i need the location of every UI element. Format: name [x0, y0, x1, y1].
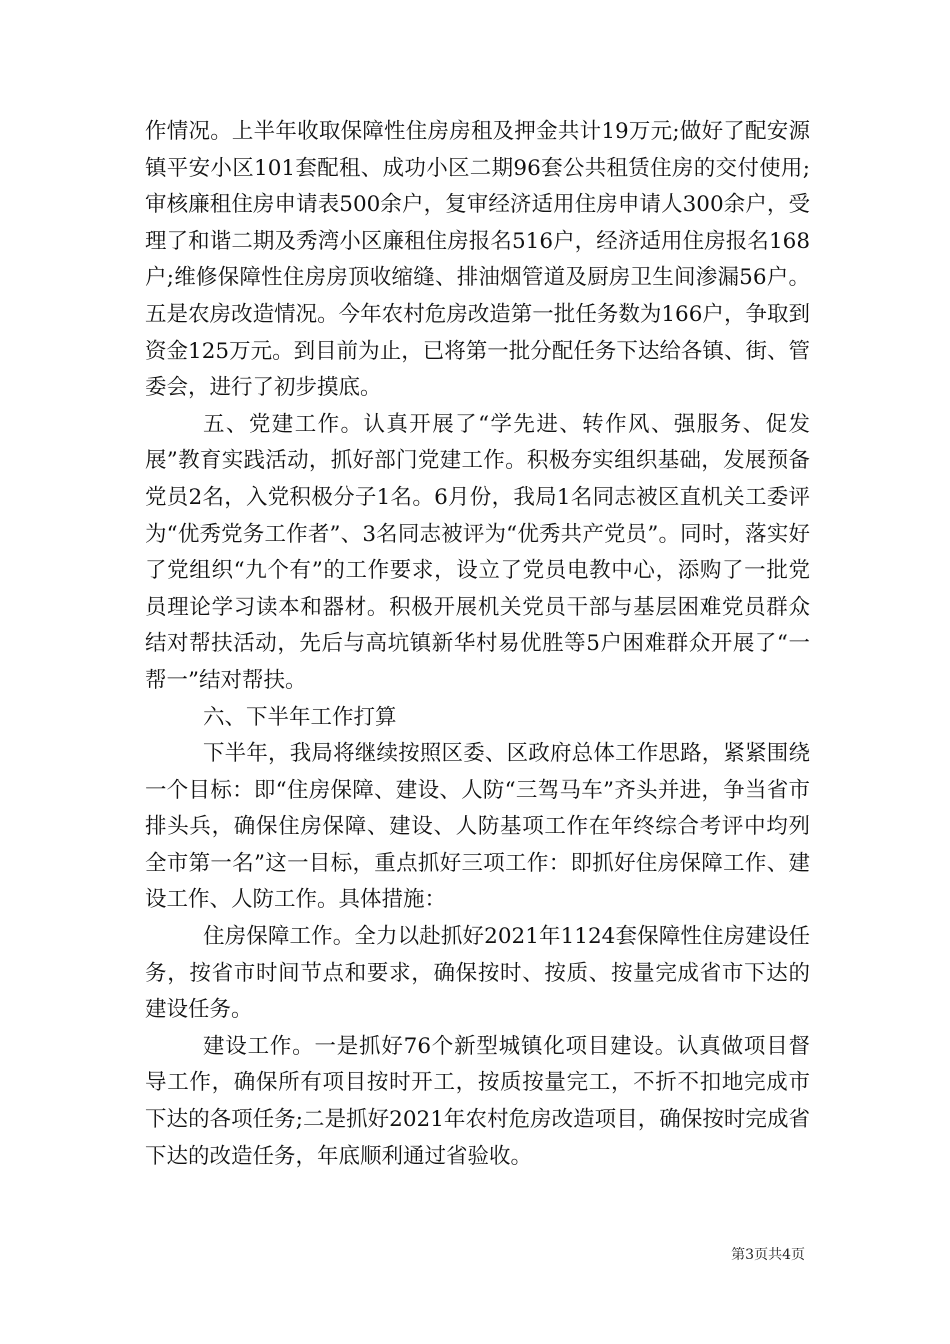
paragraph-housing-rent: 作情况。上半年收取保障性住房房租及押金共计19万元;做好了配安源镇平安小区101套配租、成功小区二期96套公共租赁住房的交付使用;审核廉租住房申请表500余户，复审经济适用住房申请人300余户，受理了和谐二期及秀湾小区廉租住房报名516户，经济适用住房报名168户;维修保障性住房房顶收缩缝、排油烟管道及厨房卫生间渗漏56户。五是农房改造情况。今年农村危房改造第一批任务数为166户，争取到资金125万元。到目前为止，已将第一批分配任务下达给各镇、街、管委会，进行了初步摸底。: [145, 119, 810, 401]
document-body: [145, 114, 810, 1175]
paragraph-party-building: 五、党建工作。认真开展了“学先进、转作风、强服务、促发展”教育实践活动，抓好部门党建工作。积极夯实组织基础，发展预备党员2名，入党积极分子1名。6月份，我局1名同志被区直机关工委评为“优秀党务工作者”、3名同志被评为“优秀共产党员”。同时，落实好了党组织“九个有”的工作要求，设立了党员电教中心，添购了一批党员理论学习读本和器材。积极开展机关党员干部与基层困难党员群众结对帮扶活动，先后与高坑镇新华村易优胜等5户困难群众开展了“一帮一”结对帮扶。: [145, 411, 810, 693]
section-heading-second-half-plan: 六、下半年工作打算: [203, 704, 397, 730]
paragraph-construction-work: 建设工作。一是抓好76个新型城镇化项目建设。认真做项目督导工作，确保所有项目按时开工，按质按量完工，不折不扣地完成市下达的各项任务;二是抓好2021年农村危房改造项目，确保按时完成省下达的改造任务，年底顺利通过省验收。: [145, 1033, 810, 1169]
paragraph-housing-security-work: 住房保障工作。全力以赴抓好2021年1124套保障性住房建设任务，按省市时间节点和要求，确保按时、按质、按量完成省市下达的建设任务。: [145, 924, 810, 1023]
paragraph-second-half-goal: 下半年，我局将继续按照区委、区政府总体工作思路，紧紧围绕一个目标：即“住房保障、建设、人防“三驾马车”齐头并进，争当省市排头兵，确保住房保障、建设、人防基项工作在年终综合考评中均列全市第一名”这一目标，重点抓好三项工作：即抓好住房保障工作、建设工作、人防工作。具体措施：: [145, 741, 810, 913]
page-number-footer: 第3页共4页: [731, 1247, 805, 1263]
